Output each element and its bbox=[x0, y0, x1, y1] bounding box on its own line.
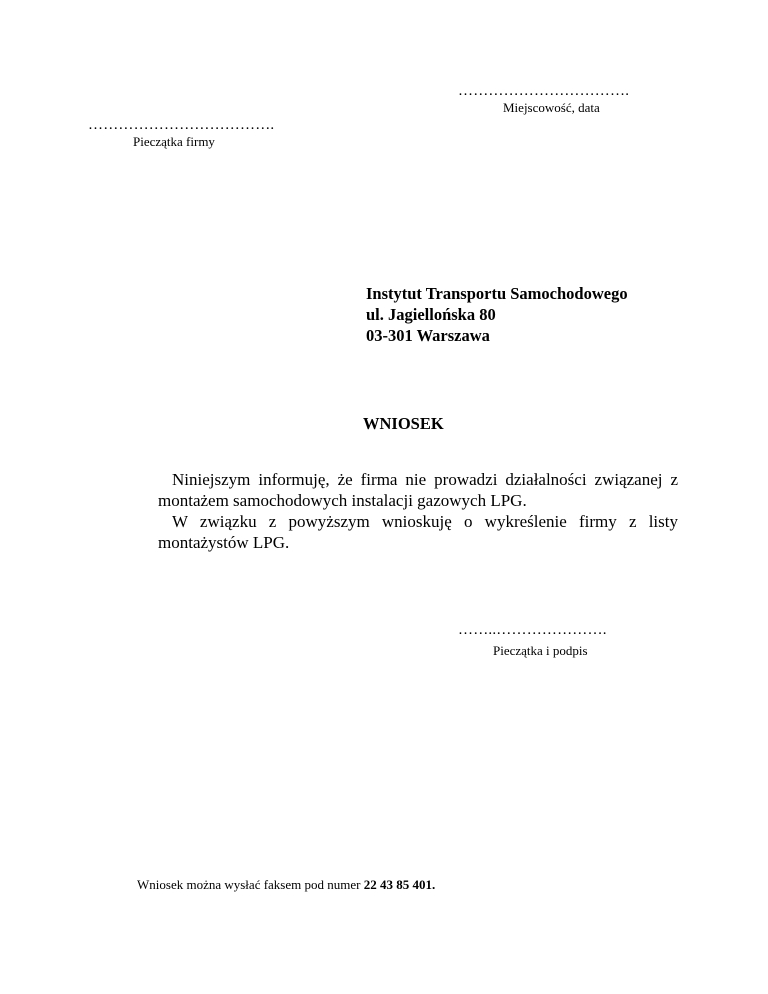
company-stamp-placeholder-line: ………………………………. bbox=[88, 117, 275, 133]
recipient-name: Instytut Transportu Samochodowego bbox=[366, 284, 628, 303]
body-paragraph-1: Niniejszym informuję, że firma nie prowadzi działalności związanej z montażem samochodowych instalacji gazowych LPG. bbox=[158, 470, 678, 510]
signature-placeholder-line: ……..…………………. bbox=[458, 622, 607, 638]
fax-number: 22 43 85 401. bbox=[363, 877, 436, 892]
recipient-city: 03-301 Warszawa bbox=[366, 326, 490, 345]
footer-text: Wniosek można wysłać faksem pod numer bbox=[137, 877, 361, 892]
body-paragraph-2: W związku z powyższym wnioskuję o wykreślenie firmy z listy montażystów LPG. bbox=[158, 512, 678, 552]
date-caption: Miejscowość, data bbox=[503, 100, 600, 115]
date-placeholder-line: ……………………………. bbox=[458, 83, 630, 99]
recipient-address bbox=[366, 283, 628, 346]
document-title: WNIOSEK bbox=[363, 414, 444, 433]
footer-note bbox=[137, 877, 435, 893]
document-body bbox=[158, 469, 678, 553]
signature-caption: Pieczątka i podpis bbox=[493, 643, 588, 658]
recipient-street: ul. Jagiellońska 80 bbox=[366, 305, 496, 324]
company-stamp-caption: Pieczątka firmy bbox=[133, 134, 215, 149]
